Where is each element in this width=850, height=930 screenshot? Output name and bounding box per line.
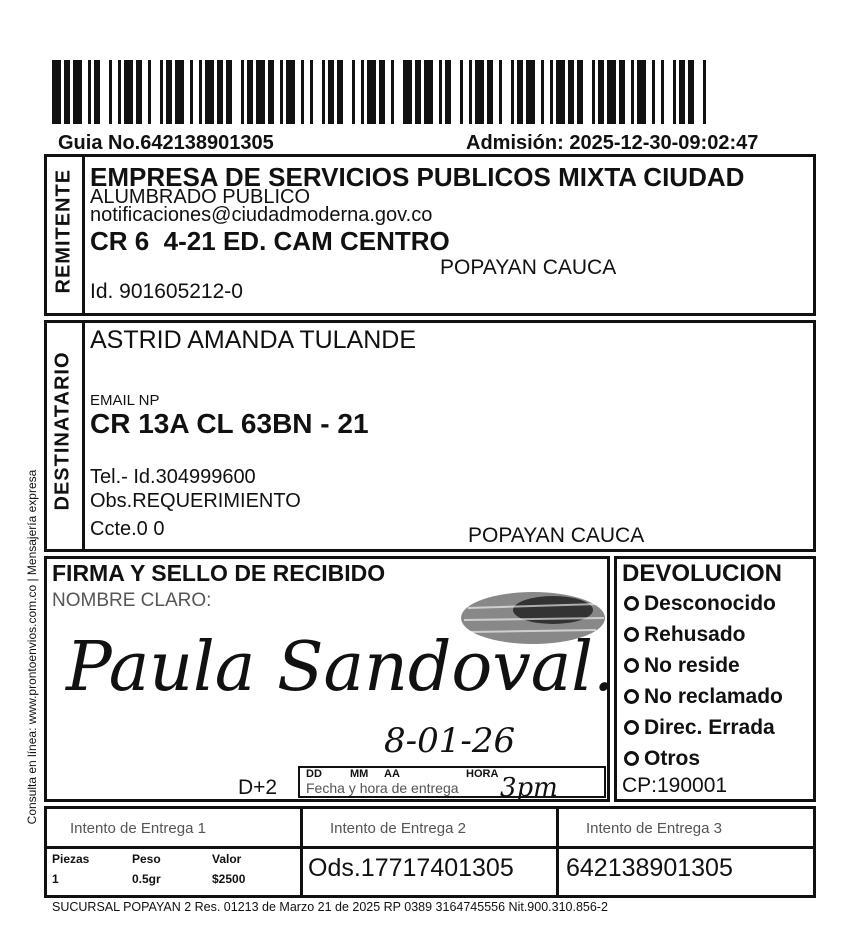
barcode-bar [217,60,223,124]
sender-divider [82,154,85,316]
barcode-bar [703,60,706,124]
recipient-section-label: DESTINATARIO [51,351,74,511]
return-option-label: Rehusado [644,623,746,646]
barcode-bar [688,60,694,124]
admission-timestamp: Admisión: 2025-12-30-09:02:47 [466,132,759,154]
barcode-bar [94,60,100,124]
barcode [52,60,712,124]
recipient-city: POPAYAN CAUCA [468,524,645,547]
barcode-bar [661,60,664,124]
value-label: Valor [212,852,242,866]
barcode-bar [619,60,625,124]
handwritten-signature [60,610,615,720]
barcode-bar [439,60,442,124]
footer-legal-text: SUCURSAL POPAYAN 2 Res. 01213 de Marzo 21 de 2025 RP 0389 3164745556 Nit.900.310.856-2 [52,900,608,914]
grid-col-divider-2 [556,806,559,898]
barcode-bar [403,60,412,124]
date-field-aa: AA [384,768,400,780]
barcode-bar [673,60,676,124]
barcode-bar [352,60,355,124]
barcode-bar [64,60,70,124]
barcode-bar [322,60,325,124]
barcode-bar [205,60,214,124]
barcode-bar [460,60,463,124]
recipient-address: CR 13A CL 63BN - 21 [90,408,369,439]
attempt-3[interactable]: Intento de Entrega 3 [586,820,722,837]
barcode-bar [679,60,685,124]
barcode-bar [256,60,265,124]
return-option-label: Desconocido [644,592,776,615]
barcode-bar [526,60,535,124]
sender-id: Id. 901605212-0 [90,280,243,303]
barcode-bar [469,60,472,124]
pieces-label: Piezas [52,852,90,866]
weight-value: 0.5gr [132,872,161,886]
radio-icon [624,627,639,642]
barcode-bar [241,60,244,124]
barcode-bar [247,60,253,124]
barcode-bar [592,60,595,124]
barcode-bar [391,60,394,124]
ods-number: Ods.17717401305 [308,854,514,882]
barcode-bar [556,60,565,124]
return-option-label: No reclamado [644,685,783,708]
barcode-bar [511,60,514,124]
barcode-bar [226,60,232,124]
barcode-bar [517,60,523,124]
radio-icon [624,720,639,735]
barcode-bar [424,60,433,124]
barcode-bar [550,60,553,124]
postal-code: CP:190001 [622,774,728,797]
attempt-2[interactable]: Intento de Entrega 2 [330,820,466,837]
recipient-divider [82,320,85,552]
barcode-bar [568,60,574,124]
radio-icon [624,689,639,704]
barcode-bar [124,60,133,124]
barcode-bar [166,60,172,124]
recipient-name: ASTRID AMANDA TULANDE [90,326,417,354]
date-field-hora: HORA [466,768,499,780]
barcode-bar [286,60,295,124]
barcode-bar [88,60,91,124]
svg-text:3pm: 3pm [500,773,558,803]
barcode-bar [175,60,184,124]
sender-city: POPAYAN CAUCA [440,256,617,279]
barcode-bar [475,60,484,124]
date-caption: Fecha y hora de entrega [306,780,459,796]
pieces-value: 1 [52,872,59,886]
barcode-bar [73,60,82,124]
recipient-obs: Obs.REQUERIMIENTO [90,490,301,512]
barcode-bar [190,60,193,124]
barcode-bar [541,60,544,124]
return-option-label: Otros [644,747,701,770]
barcode-bar [160,60,163,124]
barcode-bar [631,60,634,124]
barcode-bar [337,60,343,124]
barcode-bar [148,60,151,124]
barcode-bar [268,60,274,124]
radio-icon [624,658,639,673]
barcode-bar [310,60,313,124]
handwritten-date [380,710,560,766]
barcode-bar [52,60,61,124]
sender-section-label: REMITENTE [52,168,75,294]
return-option-no-reside[interactable] [624,654,740,678]
return-option-desconocido[interactable] [624,592,776,616]
barcode-bar [598,60,604,124]
barcode-bar [367,60,376,124]
return-option-direc-errada[interactable] [624,716,775,740]
barcode-bar [118,60,121,124]
barcode-bar [652,60,655,124]
barcode-bar [499,60,502,124]
barcode-bar [637,60,646,124]
return-option-no-reclamado[interactable] [624,685,783,709]
recipient-email: EMAIL NP [90,392,160,409]
value-value: $2500 [212,872,246,886]
barcode-bar [328,60,334,124]
date-field-dd: DD [306,768,322,780]
return-option-otros[interactable] [624,747,700,771]
return-option-label: No reside [644,654,740,677]
return-option-rehusado[interactable] [624,623,746,647]
barcode-bar [577,60,583,124]
barcode-bar [109,60,112,124]
delivery-term: D+2 [238,776,278,799]
barcode-bar [280,60,283,124]
return-option-label: Direc. Errada [644,716,775,739]
barcode-bar [487,60,493,124]
weight-label: Peso [132,852,161,866]
sender-email: notificaciones@ciudadmoderna.gov.co [90,204,433,226]
barcode-bar [607,60,616,124]
signature-title: FIRMA Y SELLO DE RECIBIDO [52,560,386,586]
barcode-bar [301,60,304,124]
grid-col-divider-1 [300,806,303,898]
side-website-text: Consulta en línea: www.prontoenvios.com.co | Mensajería expresa [25,469,39,825]
attempt-1[interactable]: Intento de Entrega 1 [70,820,206,837]
svg-text:Paula Sandoval.: Paula Sandoval. [66,628,615,707]
barcode-bar [199,60,202,124]
guide-number-bottom: 642138901305 [566,854,733,882]
recipient-ccte: Ccte.0 0 [90,518,165,540]
radio-icon [624,751,639,766]
recipient-phone: Tel.- Id.304999600 [90,466,256,488]
barcode-bar [415,60,421,124]
barcode-bar [445,60,451,124]
barcode-bar [361,60,364,124]
date-field-mm: MM [350,768,369,780]
barcode-bar [379,60,385,124]
return-title: DEVOLUCION [622,560,783,587]
handwritten-time [498,766,578,806]
barcode-bar [136,60,142,124]
sender-address: CR 6 4-21 ED. CAM CENTRO [90,226,450,256]
svg-text:8-01-26: 8-01-26 [384,721,516,761]
guide-number-label: Guia No.642138901305 [58,132,274,154]
sender-department: ALUMBRADO PUBLICO [90,186,311,208]
radio-icon [624,596,639,611]
grid-row-divider [44,846,816,849]
sender-company: EMPRESA DE SERVICIOS PUBLICOS MIXTA CIUDAD [90,162,745,192]
name-label: NOMBRE CLARO: [52,590,212,611]
